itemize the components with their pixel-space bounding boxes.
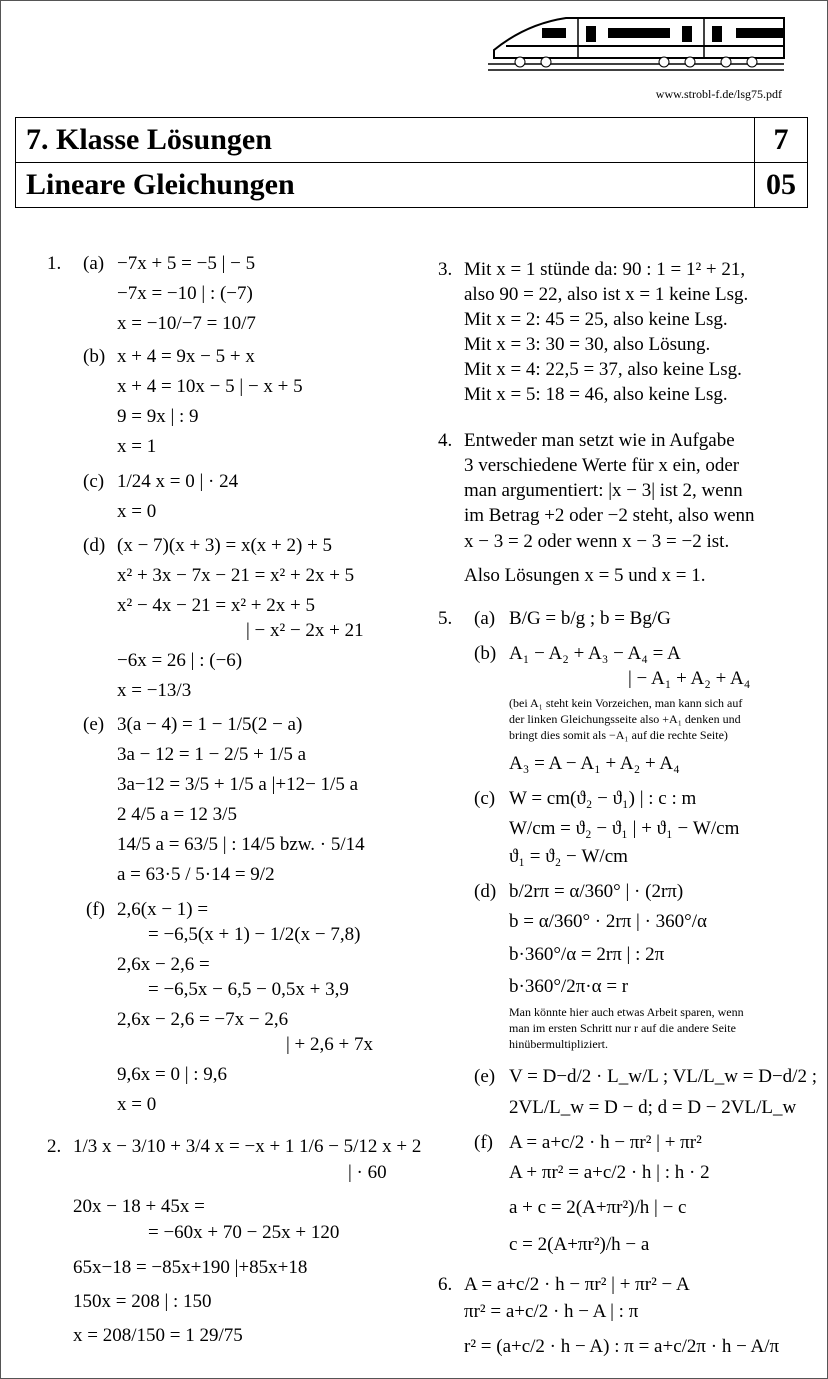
equation-line: 3(a − 4) = 1 − 1/5(2 − a)	[117, 714, 303, 735]
subtask-label: (d)	[474, 881, 497, 902]
text-line: im Betrag +2 oder −2 steht, also wenn	[464, 505, 755, 526]
equation-line: | − x² − 2x + 21	[246, 620, 364, 641]
text-line: x − 3 = 2 oder wenn x − 3 = −2 ist.	[464, 531, 730, 552]
note-line: man im ersten Schritt nur r auf die andere Seite	[509, 1021, 736, 1035]
text-line: Mit x = 5: 18 = 46, also keine Lsg.	[464, 384, 728, 405]
equation-line: 14/5 a = 63/5 | : 14/5 bzw. · 5/14	[117, 834, 365, 855]
equation-line: | · 60	[348, 1162, 387, 1183]
equation-line: b·360°/α = 2rπ | : 2π	[509, 944, 665, 965]
equation-line: r² = (a+c/2 · h − A) : π = a+c/2π · h − A/π	[464, 1336, 780, 1357]
equation-line: | − A₁ + A₂ + A₄	[628, 668, 751, 689]
equation-line: b = α/360° · 2rπ | · 360°/α	[509, 911, 708, 932]
equation-line: A = a+c/2 · h − πr² | + πr² − A	[464, 1274, 690, 1295]
grade-number: 7	[755, 118, 808, 163]
task-number: 1.	[47, 253, 62, 274]
equation-line: x = −13/3	[117, 680, 192, 701]
equation-line: = −60x + 70 − 25x + 120	[148, 1222, 340, 1243]
equation-line: = −6,5(x + 1) − 1/2(x − 7,8)	[148, 924, 361, 945]
subtask-label: (a)	[83, 253, 105, 274]
title-table	[15, 117, 808, 208]
note-line: bringt dies somit als −A₁ auf die rechte Seite)	[509, 728, 728, 742]
text-line: also 90 = 22, also ist x = 1 keine Lsg.	[464, 284, 749, 305]
equation-line: b/2rπ = α/360° | · (2rπ)	[509, 881, 684, 902]
equation-line: x + 4 = 9x − 5 + x	[117, 346, 255, 367]
subtask-label: (f)	[86, 899, 105, 920]
task-number: 5.	[438, 608, 453, 629]
equation-line: c = 2(A+πr²)/h − a	[509, 1234, 650, 1255]
train-logo	[486, 10, 786, 74]
subtask-label: (d)	[83, 535, 106, 556]
text-line: Entweder man setzt wie in Aufgabe	[464, 430, 735, 451]
equation-line: A₃ = A − A₁ + A₂ + A₄	[509, 753, 680, 774]
equation-line: −6x = 26 | : (−6)	[117, 650, 243, 671]
subtask-label: (f)	[474, 1132, 493, 1153]
equation-line: a + c = 2(A+πr²)/h | − c	[509, 1197, 687, 1218]
equation-line: V = D−d/2 · L_w/L ; VL/L_w = D−d/2 ;	[509, 1066, 817, 1087]
note-line: Man könnte hier auch etwas Arbeit sparen, wenn	[509, 1005, 744, 1019]
equation-line: 2 4/5 a = 12 3/5	[117, 804, 237, 825]
equation-line: 2VL/L_w = D − d; d = D − 2VL/L_w	[509, 1097, 797, 1118]
subtask-label: (c)	[83, 471, 105, 492]
text-line: Mit x = 4: 22,5 = 37, also keine Lsg.	[464, 359, 742, 380]
equation-line: 2,6x − 2,6 = −7x − 2,6	[117, 1009, 289, 1030]
task-number: 4.	[438, 430, 453, 451]
equation-line: | + 2,6 + 7x	[286, 1034, 373, 1055]
subtask-label: (e)	[83, 714, 105, 735]
task-number: 6.	[438, 1274, 453, 1295]
note-line: der linken Gleichungsseite also +A₁ denken und	[509, 712, 741, 726]
subtask-label: (b)	[474, 643, 497, 664]
equation-line: x = 1	[117, 436, 157, 457]
equation-line: 65x−18 = −85x+190 |+85x+18	[73, 1257, 308, 1278]
task-number: 2.	[47, 1136, 62, 1157]
text-line: Mit x = 1 stünde da: 90 : 1 = 1² + 21,	[464, 259, 746, 280]
equation-line: 1/24 x = 0 | · 24	[117, 471, 239, 492]
equation-line: x = 208/150 = 1 29/75	[73, 1325, 243, 1346]
equation-line: 3a − 12 = 1 − 2/5 + 1/5 a	[117, 744, 307, 765]
subtask-label: (c)	[474, 788, 496, 809]
equation-line: W/cm = ϑ₂ − ϑ₁ | + ϑ₁ − W/cm	[509, 818, 740, 839]
equation-line: a = 63·5 / 5·14 = 9/2	[117, 864, 275, 885]
equation-line: −7x = −10 | : (−7)	[117, 283, 253, 304]
equation-line: x = 0	[117, 501, 157, 522]
subtask-label: (e)	[474, 1066, 496, 1087]
equation-line: = −6,5x − 6,5 − 0,5x + 3,9	[148, 979, 349, 1000]
equation-line: A₁ − A₂ + A₃ − A₄ = A	[509, 643, 681, 664]
equation-line: 150x = 208 | : 150	[73, 1291, 212, 1312]
text-line: man argumentiert: |x − 3| ist 2, wenn	[464, 480, 743, 501]
equation-line: 2,6(x − 1) =	[117, 899, 209, 920]
text-line: Also Lösungen x = 5 und x = 1.	[464, 565, 706, 586]
equation-line: 9 = 9x | : 9	[117, 406, 199, 427]
equation-line: 1/3 x − 3/10 + 3/4 x = −x + 1 1/6 − 5/12 x + 2	[73, 1136, 422, 1157]
text-line: Mit x = 3: 30 = 30, also Lösung.	[464, 334, 711, 355]
note-line: (bei A₁ steht kein Vorzeichen, man kann sich auf	[509, 696, 743, 710]
equation-line: −7x + 5 = −5 | − 5	[117, 253, 256, 274]
equation-line: A + πr² = a+c/2 · h | : h · 2	[509, 1162, 710, 1183]
document-url: www.strobl-f.de/lsg75.pdf	[655, 87, 782, 101]
subtask-label: (a)	[474, 608, 496, 629]
task-number: 3.	[438, 259, 453, 280]
subtask-label: (b)	[83, 346, 106, 367]
equation-line: πr² = a+c/2 · h − A | : π	[464, 1301, 639, 1322]
note-line: hinübermultipliziert.	[509, 1037, 608, 1051]
equation-line: b·360°/2π·α = r	[509, 976, 629, 997]
equation-line: x = 0	[117, 1094, 157, 1115]
equation-line: x + 4 = 10x − 5 | − x + 5	[117, 376, 303, 397]
equation-line: 3a−12 = 3/5 + 1/5 a |+12− 1/5 a	[117, 774, 359, 795]
equation-line: x² + 3x − 7x − 21 = x² + 2x + 5	[117, 565, 355, 586]
equation-line: 9,6x = 0 | : 9,6	[117, 1064, 228, 1085]
text-line: 3 verschiedene Werte für x ein, oder	[464, 455, 740, 476]
equation-line: W = cm(ϑ₂ − ϑ₁) | : c : m	[509, 788, 697, 809]
equation-line: 2,6x − 2,6 =	[117, 954, 210, 975]
sheet-number: 05	[755, 163, 808, 208]
equation-line: 20x − 18 + 45x =	[73, 1196, 205, 1217]
equation-line: x² − 4x − 21 = x² + 2x + 5	[117, 595, 315, 616]
text-line: Mit x = 2: 45 = 25, also keine Lsg.	[464, 309, 728, 330]
equation-line: x = −10/−7 = 10/7	[117, 313, 256, 334]
equation-line: B/G = b/g ; b = Bg/G	[509, 608, 671, 629]
equation-line: (x − 7)(x + 3) = x(x + 2) + 5	[117, 535, 333, 556]
equation-line: ϑ₁ = ϑ₂ − W/cm	[509, 846, 628, 867]
page-subtitle: Lineare Gleichungen	[16, 163, 755, 208]
page-title: 7. Klasse Lösungen	[16, 118, 755, 163]
equation-line: A = a+c/2 · h − πr² | + πr²	[509, 1132, 702, 1153]
